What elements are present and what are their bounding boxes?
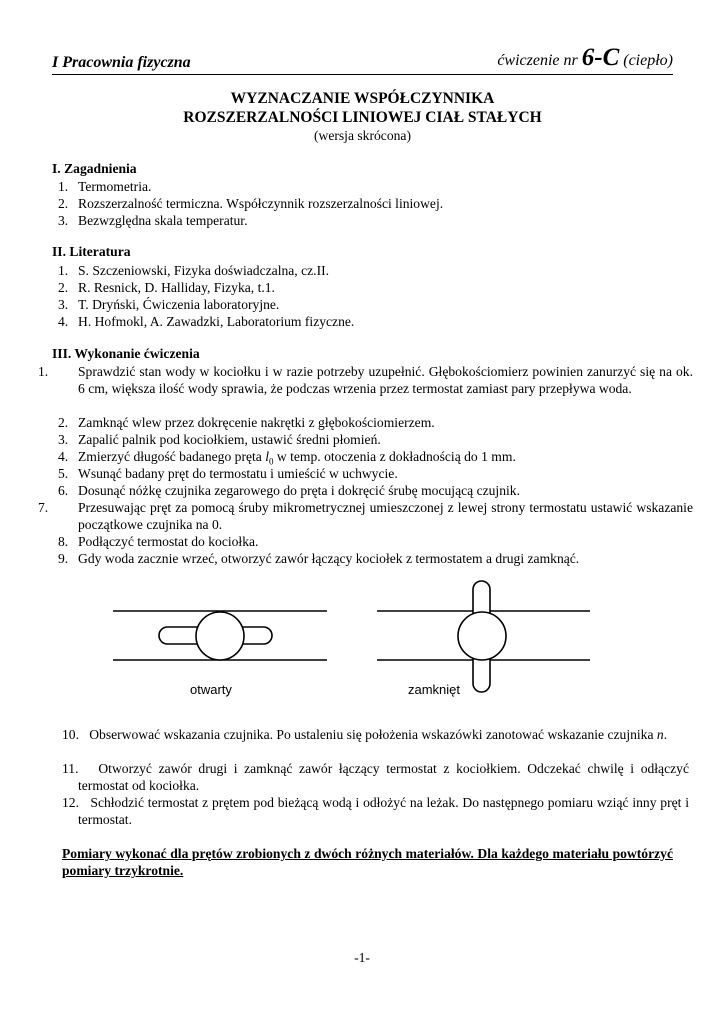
- measurement-note: Pomiary wykonać dla prętów zrobionych z dwóch różnych materiałów. Dla każdego materiału powtórzyć pomiary trzykrotnie.: [62, 846, 673, 878]
- list-item: 5. Wsunąć badany pręt do termostatu i umieścić w uchwycie.: [58, 466, 398, 481]
- section-heading-literatura: II. Literatura: [52, 244, 131, 259]
- document-title-line1: WYZNACZANIE WSPÓŁCZYNNIKA: [230, 90, 495, 107]
- list-item: 1. S. Szczeniowski, Fizyka doświadczalna, cz.II.: [58, 263, 330, 278]
- valve-label-closed: zamknięt: [408, 682, 461, 697]
- list-item: 4. H. Hofmokl, A. Zawadzki, Laboratorium fizyczne.: [58, 314, 355, 329]
- list-item: 2. Rozszerzalność termiczna. Współczynnik rozszerzalności liniowej.: [58, 196, 444, 211]
- list-item: 3. Zapalić palnik pod kociołkiem, ustawić średni płomień.: [58, 432, 381, 447]
- section-heading-zagadnienia: I. Zagadnienia: [52, 161, 137, 176]
- valve-body-closed: [458, 612, 506, 660]
- list-item: 7. Przesuwając pręt za pomocą śruby mikrometrycznej umieszczonej z lewej strony termostatu ustawić wskazanie początkowe czujnika na 0.: [38, 500, 693, 532]
- valve-label-open: otwarty: [190, 682, 232, 697]
- document-title-line2: ROZSZERZALNOŚCI LINIOWEJ CIAŁ STAŁYCH: [183, 109, 542, 126]
- valve-body-open: [196, 612, 244, 660]
- list-item: 4. Zmierzyć długość badanego pręta $l_0$ w temp. otoczenia z dokładnością do 1 mm.: [58, 449, 516, 467]
- header-exercise-suffix: (ciepło): [619, 52, 673, 69]
- list-item: 11. Otworzyć zawór drugi i zamknąć zawór łączący termostat z kociołkiem. Odczekać chwilę i odłączyć termostat od kociołka.: [62, 761, 689, 793]
- page-number: -1-: [354, 950, 370, 965]
- document-subtitle: (wersja skrócona): [313, 128, 411, 143]
- list-item: 12. Schłodzić termostat z prętem pod bieżącą wodą i odłożyć na leżak. Do następnego pomiaru wziąć inny pręt i termostat.: [62, 795, 689, 827]
- list-item: 3. Bezwzględna skala temperatur.: [58, 213, 248, 228]
- header-lab-name: I Pracownia fizyczna: [52, 54, 191, 71]
- list-item: 8. Podłączyć termostat do kociołka.: [58, 534, 259, 549]
- list-item: 2. Zamknąć wlew przez dokręcenie nakrętki z głębokościomierzem.: [58, 415, 435, 430]
- header-exercise-number: 6-C: [581, 44, 620, 71]
- list-item: 2. R. Resnick, D. Halliday, Fizyka, t.1.: [58, 280, 275, 295]
- header-exercise-prefix: ćwiczenie nr: [497, 52, 582, 69]
- section-heading-wykonanie: III. Wykonanie ćwiczenia: [52, 346, 200, 361]
- list-item: 3. T. Dryński, Ćwiczenia laboratoryjne.: [58, 297, 280, 312]
- list-item: 1. Sprawdzić stan wody w kociołku i w razie potrzeby uzupełnić. Głębokościomierz powinien zanurzyć się na ok. 6 cm, większa ilość wody sprawia, że podczas wrzenia przez termostat zamiast pary przepływa woda.: [38, 364, 693, 396]
- list-item: 10. Obserwować wskazania czujnika. Po ustaleniu się położenia wskazówki zanotować wskazanie czujnika n.: [62, 727, 668, 742]
- list-item: 1. Termometria.: [58, 179, 152, 194]
- list-item: 9. Gdy woda zacznie wrzeć, otworzyć zawór łączący kociołek z termostatem a drugi zamknąć.: [58, 551, 580, 566]
- list-item: 6. Dosunąć nóżkę czujnika zegarowego do pręta i dokręcić śrubę mocującą czujnik.: [58, 483, 520, 498]
